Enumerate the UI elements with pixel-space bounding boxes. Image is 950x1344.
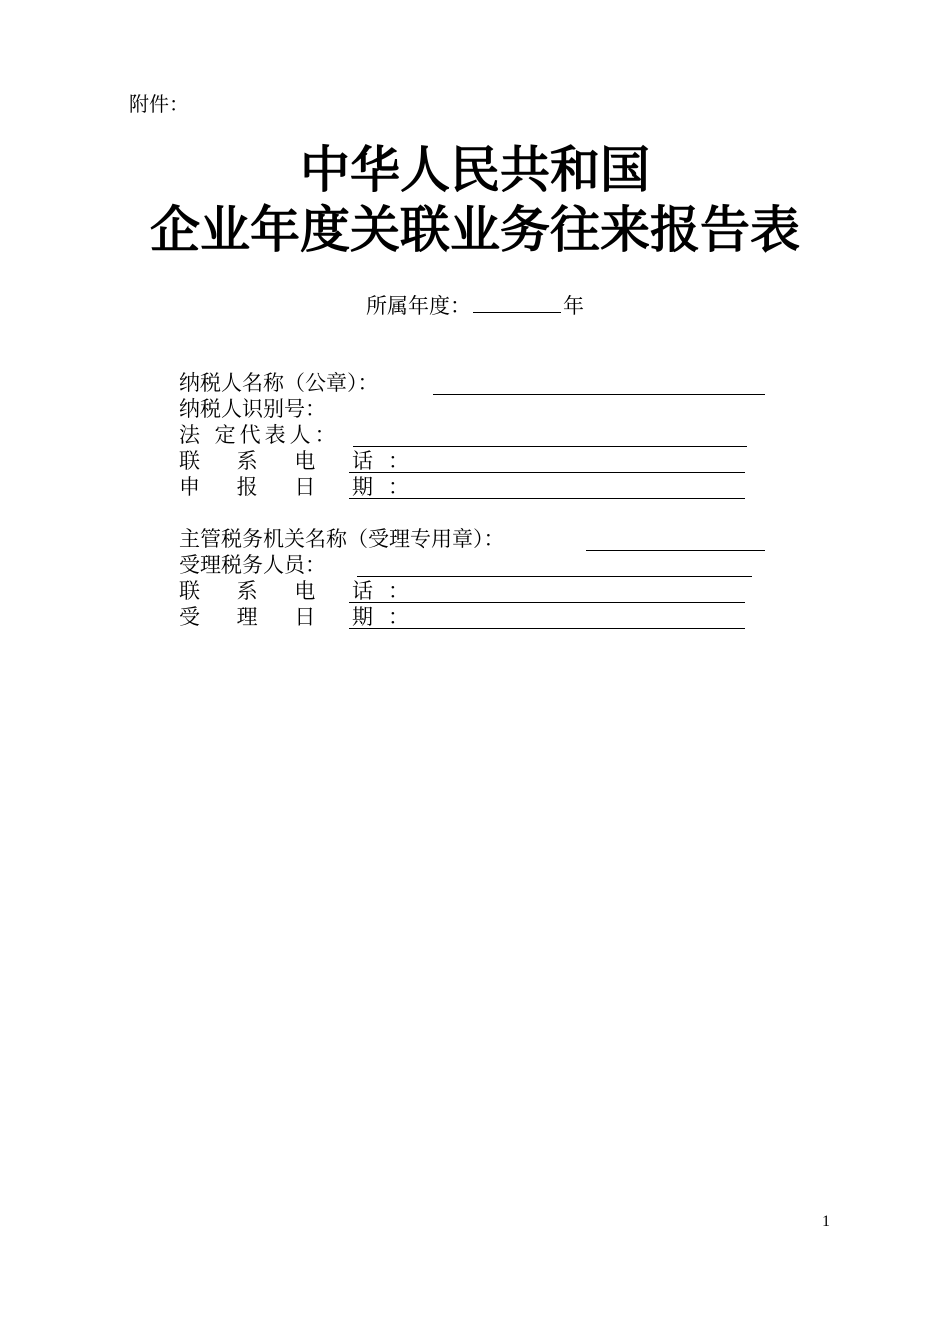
- taxpayer-id-label: 纳税人识别号：: [179, 397, 326, 421]
- filing-date-blank[interactable]: [349, 498, 745, 499]
- fiscal-year-label: 所属年度：: [366, 294, 471, 318]
- tax-authority-phone-field: [179, 578, 424, 604]
- taxpayer-phone-label: 联 系 电 话：: [179, 449, 425, 473]
- taxpayer-name-label: 纳税人名称（公章）：: [179, 371, 379, 395]
- tax-authority-phone-label: 联 系 电 话：: [179, 579, 425, 603]
- taxpayer-name-blank[interactable]: [433, 394, 765, 395]
- accepting-officer-label: 受理税务人员：: [179, 553, 326, 577]
- fiscal-year-blank[interactable]: [473, 290, 561, 313]
- acceptance-date-label: 受 理 日 期：: [179, 605, 425, 629]
- legal-representative-blank[interactable]: [353, 446, 747, 447]
- taxpayer-id-field: [179, 396, 326, 422]
- filing-date-label: 申 报 日 期：: [179, 475, 425, 499]
- tax-authority-name-blank[interactable]: [586, 550, 765, 551]
- acceptance-date-field: [179, 604, 424, 630]
- filing-date-field: [179, 474, 424, 500]
- acceptance-date-blank[interactable]: [349, 628, 745, 629]
- legal-representative-field: [179, 422, 340, 448]
- tax-authority-name-field: [179, 526, 505, 552]
- tax-authority-name-label: 主管税务机关名称（受理专用章）：: [179, 527, 505, 551]
- page-number: 1: [822, 1213, 830, 1230]
- document-title-line-2: 企业年度关联业务往来报告表: [150, 201, 800, 259]
- document-title-line-1: 中华人民共和国: [300, 141, 650, 199]
- accepting-officer-blank[interactable]: [357, 576, 752, 577]
- legal-representative-label: 法 定代表人：: [179, 423, 340, 447]
- attachment-label: 附件：: [129, 92, 189, 116]
- fiscal-year-suffix: 年: [563, 294, 584, 318]
- taxpayer-name-field: [179, 370, 379, 396]
- accepting-officer-field: [179, 552, 326, 578]
- fiscal-year-row: [0, 290, 950, 321]
- taxpayer-phone-blank[interactable]: [349, 472, 745, 473]
- tax-authority-phone-blank[interactable]: [349, 602, 745, 603]
- taxpayer-phone-field: [179, 448, 424, 474]
